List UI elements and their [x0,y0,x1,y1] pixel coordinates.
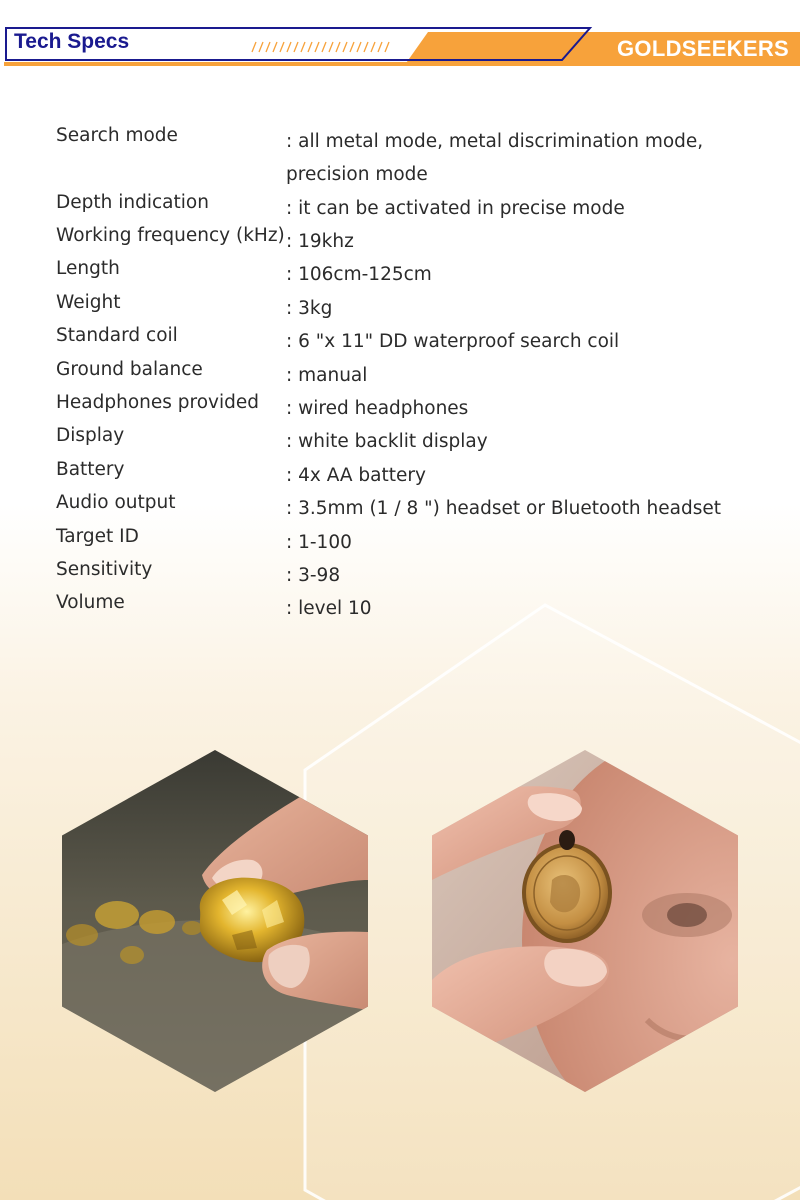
spec-value: : white backlit display [286,431,488,453]
spec-row-battery [56,456,756,489]
spec-label: Search mode [56,125,178,146]
header-banner [0,0,800,80]
spec-row-standard-coil [56,322,756,355]
spec-value: : 1-100 [286,531,352,553]
spec-value: : it can be activated in precise mode [286,197,625,219]
spec-value: : 106cm-125cm [286,264,432,286]
spec-row-depth-indication [56,189,756,222]
spec-value: : wired headphones [286,397,469,419]
spec-label: Display [56,425,125,447]
spec-value: : 4x AA battery [286,464,426,486]
spec-row-volume [56,589,756,622]
spec-label: Target ID [56,525,139,547]
spec-row-weight [56,289,756,322]
spec-label: Audio output [56,492,176,514]
spec-row-target-id [56,523,756,556]
spec-value: : level 10 [286,598,372,620]
spec-value: : 19khz [286,230,354,252]
spec-label: Volume [56,592,125,614]
page-title: Tech Specs [14,30,130,53]
spec-label: Length [56,258,120,280]
spec-row-length [56,255,756,288]
spec-label: Depth indication [56,191,209,213]
spec-value: : all metal mode, metal discrimination mode, precision mode [286,131,704,185]
spec-row-display [56,422,756,455]
spec-list [56,122,756,623]
spec-label: Sensitivity [56,558,153,580]
spec-row-working-frequency [56,222,756,255]
spec-row-search-mode [56,122,756,189]
spec-label: Standard coil [56,325,178,347]
spec-value: : manual [286,364,368,386]
brand-logo-text: GOLDSEEKERS [617,36,789,61]
spec-label: Weight [56,291,121,313]
spec-value: : 6 "x 11" DD waterproof search coil [286,331,620,353]
spec-label: Headphones provided [56,391,260,413]
spec-row-headphones [56,389,756,422]
spec-label: Working frequency (kHz) [56,224,285,246]
spec-value: : 3-98 [286,564,341,586]
spec-label: Battery [56,458,125,480]
spec-value: : 3kg [286,297,333,319]
spec-row-audio-output [56,489,756,522]
spec-row-sensitivity [56,556,756,589]
spec-label: Ground balance [56,358,203,380]
spec-value: : 3.5mm (1 / 8 ") headset or Bluetooth headset [286,498,721,520]
spec-row-ground-balance [56,356,756,389]
